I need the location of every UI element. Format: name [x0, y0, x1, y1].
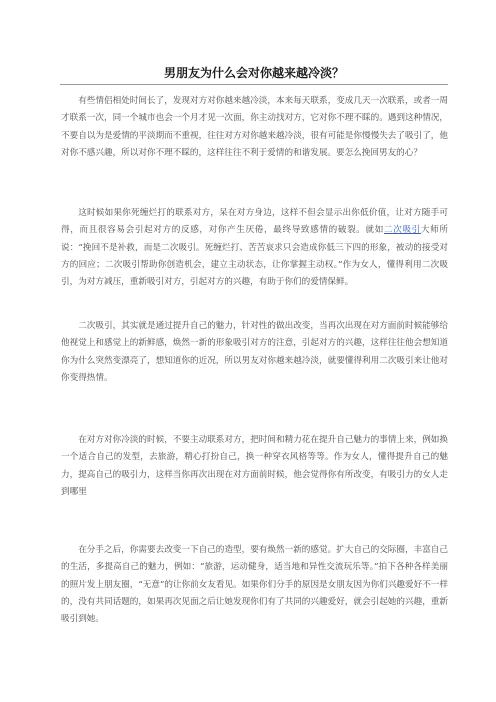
- paragraph-3: 二次吸引，其实就是通过提升自己的魅力，针对性的做出改变，当再次出现在对方面前时候能够给他视觉上和感觉上的新鲜感，焕然一新的形象吸引对方的注意，引起对方的兴趣，这样往往他会想知道你为什么突然变漂亮了，想知道你的近况，所以男友对你越来越冷淡，就要懂得利用二次吸引来让他对你变得热情。: [61, 321, 448, 383]
- paragraph-1: 有些情侣相处时间长了，发现对方对你越来越冷淡，本来每天联系，变成几天一次联系，或者一周才联系一次，同一个城市也会一个月才见一次面，你主动找对方，它对你不理不睬的。遇到这种情况，不要自以为是爱情的平淡期而不重视，往往对方对你越来越冷淡，很有可能是你慢慢失去了吸引了，他对你不感兴趣，所以对你不理不睬的，这样往往不利于爱情的和谐发展。要怎么挽回男友的心？: [61, 96, 448, 158]
- paragraph-2: [61, 205, 448, 291]
- paragraph-2-text-after: 大师所说：“挽回不是补救，而是二次吸引。死缠烂打、苦苦哀求只会造成你低三下四的形象，被动的接受对方的回应；二次吸引帮助你创造机会，建立主动状态，让你掌握主动权。”作为女人，懂得利用二次吸引，为对方减压，重新吸引对方，引起对方的兴趣，有助于你们的爱情保鲜。: [61, 225, 448, 288]
- title-header: [60, 57, 448, 85]
- second-attraction-link[interactable]: 二次吸引: [384, 225, 421, 236]
- page-title: 男朋友为什么会对你越来越冷淡？: [163, 66, 344, 80]
- paragraph-5: 在分手之后，你需要去改变一下自己的造型，要有焕然一新的感觉。扩大自己的交际圈，丰富自己的生活，多提高自己的魅力，例如：“旅游，运动健身，适当地和异性交流玩乐等。”拍下各种各样美丽的照片发上朋友圈，“无意”的让你前女友看见。如果你们分手的原因是女朋友因为你们兴趣爱好不一样的，没有共同话题的，如果再次见面之后让她发现你们有了共同的兴趣爱好，就会引起她的兴趣，重新吸引到她。: [61, 545, 448, 625]
- paragraph-4: 在对方对你冷淡的时候，不要主动联系对方，把时间和精力花在提升自己魅力的事情上来，例如换一个适合自己的发型，去旅游，精心打扮自己，换一种穿衣风格等等。作为女人，懂得提升自己的魅力，提高自己的吸引力，这样当你再次出现在对方面前时候，他会觉得你有所改变，有吸引力的女人走到哪里: [61, 435, 448, 497]
- paragraph-2-text-before: 这时候如果你死缠烂打的联系对方，呆在对方身边，这样不但会显示出你低价值，让对方随手可得，而且很容易会引起对方的反感，对你产生厌倦，最终导致感情的破裂。就如: [61, 208, 448, 236]
